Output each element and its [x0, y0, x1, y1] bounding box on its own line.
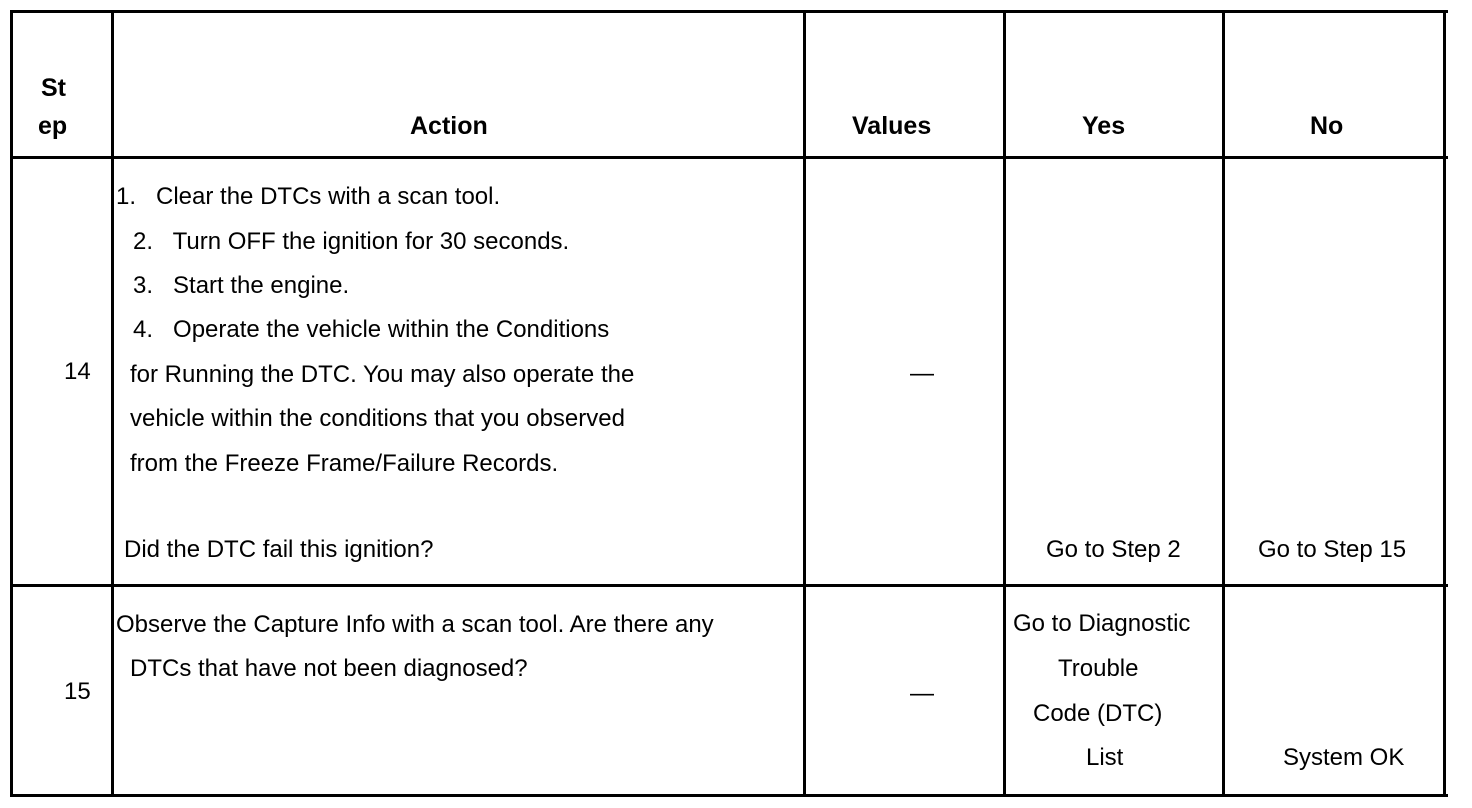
- values-cell: —: [910, 360, 934, 387]
- header-action: Action: [410, 112, 488, 140]
- table-left-border: [10, 10, 13, 797]
- no-cell: System OK: [1283, 744, 1405, 771]
- action-question: Did the DTC fail this ignition?: [124, 536, 434, 563]
- header-yes: Yes: [1082, 112, 1126, 140]
- table-top-border: [10, 10, 1448, 13]
- step-number: 14: [64, 358, 91, 385]
- action-line: from the Freeze Frame/Failure Records.: [130, 450, 559, 477]
- header-no: No: [1310, 112, 1344, 140]
- table-bottom-border: [10, 794, 1448, 797]
- yes-cell-line: Code (DTC): [1033, 700, 1163, 727]
- action-line: vehicle within the conditions that you observed: [130, 405, 625, 432]
- action-line: 1. Clear the DTCs with a scan tool.: [116, 183, 501, 210]
- row-divider: [10, 584, 1448, 587]
- step-number: 15: [64, 678, 91, 705]
- header-bottom-border: [10, 156, 1448, 159]
- yes-cell: Go to Step 2: [1046, 536, 1181, 563]
- action-line: 4. Operate the vehicle within the Conditions: [133, 316, 610, 343]
- action-line: 2. Turn OFF the ignition for 30 seconds.: [133, 228, 570, 255]
- no-cell: Go to Step 15: [1258, 536, 1407, 563]
- yes-cell-line: List: [1086, 744, 1124, 771]
- header-values: Values: [852, 112, 932, 140]
- header-step-line1: St: [41, 74, 66, 102]
- action-line: Observe the Capture Info with a scan tool. Are there any: [116, 611, 714, 638]
- action-line: DTCs that have not been diagnosed?: [130, 655, 528, 682]
- column-divider-yes-no: [1222, 10, 1225, 797]
- column-divider-action-values: [803, 10, 806, 797]
- table-right-border: [1443, 10, 1446, 797]
- yes-cell-line: Go to Diagnostic: [1013, 610, 1191, 637]
- column-divider-step-action: [111, 10, 114, 797]
- column-divider-values-yes: [1003, 10, 1006, 797]
- yes-cell-line: Trouble: [1058, 655, 1139, 682]
- header-step-line2: ep: [38, 112, 68, 140]
- action-line: 3. Start the engine.: [133, 272, 350, 299]
- values-cell: —: [910, 680, 934, 707]
- action-line: for Running the DTC. You may also operate the: [130, 361, 635, 388]
